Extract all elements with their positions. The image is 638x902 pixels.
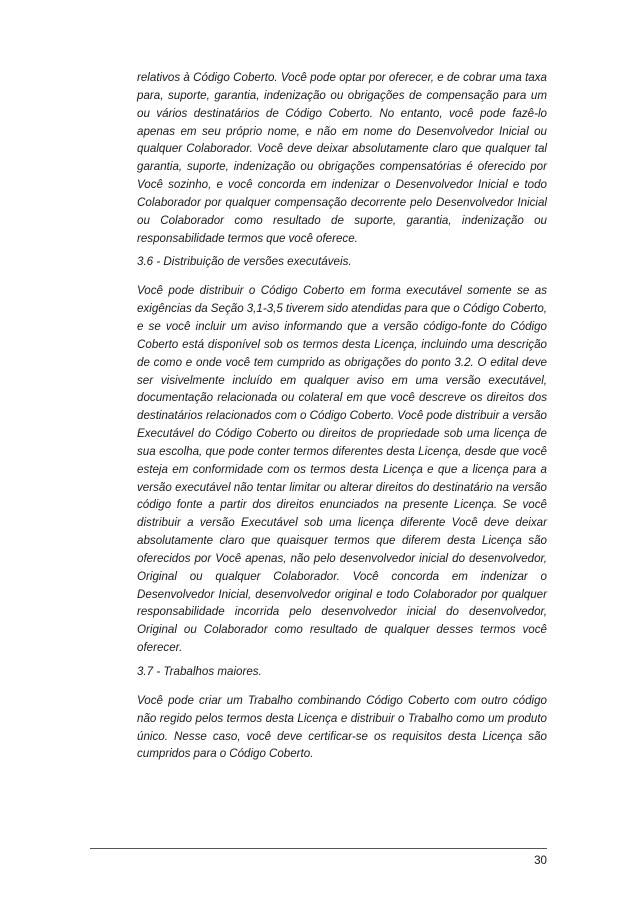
paragraph-larger-works: Você pode criar um Trabalho combinando Código Coberto com outro código não regido pelos termos desta Licença e distribuir o Trabalho como um produto único. Nesse caso, você deve certificar-se os requisitos desta Licença são cumpridos para o Código Coberto. — [137, 693, 547, 761]
footer-divider — [90, 848, 547, 849]
paragraph-warranty-terms: relativos à Código Coberto. Você pode optar por oferecer, e de cobrar uma taxa para, suporte, garantia, indenização ou obrigações de compensação para um ou vários destinatários de Código Coberto. No entanto, você pode fazê-lo apenas em seu próprio nome, e não em nome do Desenvolvedor Inicial ou qualquer Colaborador. Você deve deixar absolutamente claro que qualquer tal garantia, suporte, indenização ou obrigações compensatórias é oferecido por Você sozinho, e você concorda em indenizar o Desenvolvedor Inicial e todo Colaborador por qualquer compensação decorrente pelo Desenvolvedor Inicial ou Colaborador como resultado de suporte, garantia, indenização ou responsabilidade termos que você oferece. — [137, 71, 547, 245]
paragraph-executable-distribution: Você pode distribuir o Código Coberto em forma executável somente se as exigências da Seção 3,1-3,5 tiverem sido atendidas para que o Código Coberto, e se você incluir um aviso informando que a versão código-fonte do Código Coberto está disponível sob os termos desta Licença, incluindo uma descrição de como e onde você tem cumprido as obrigações do ponto 3.2. O edital deve ser visivelmente incluído em qualquer aviso em uma versão executável, documentação relacionada ou colateral em que você descreve os direitos dos destinatários relacionados com o Código Coberto. Você pode distribuir a versão Executável do Código Coberto ou direitos de propriedade sob uma licença de sua escolha, que pode conter termos diferentes desta Licença, desde que você esteja em conformidade com os termos desta Licença e que a licença para a versão executável não tentar limitar ou alterar direitos do destinatário na versão código fonte a partir dos direitos enunciados na presente Licença. Se você distribuir a versão Executável sob uma licença diferente Você deve deixar absolutamente claro que quaisquer termos que diferem desta Licença são oferecidos por Você apenas, não pelo desenvolvedor inicial do desenvolvedor, Original ou qualquer Colaborador. Você concorda em indenizar o Desenvolvedor Inicial, desenvolvedor original e todo Colaborador por qualquer responsabilidade incorrida pelo desenvolvedor inicial do desenvolvedor, Original ou Colaborador como resultado de qualquer desses termos você oferecer. — [137, 284, 547, 655]
page-content — [137, 69, 547, 763]
page-number: 30 — [534, 854, 547, 867]
section-heading-3-6: 3.6 - Distribuição de versões executáveis. — [137, 255, 352, 269]
section-heading-3-7: 3.7 - Trabalhos maiores. — [137, 665, 262, 678]
